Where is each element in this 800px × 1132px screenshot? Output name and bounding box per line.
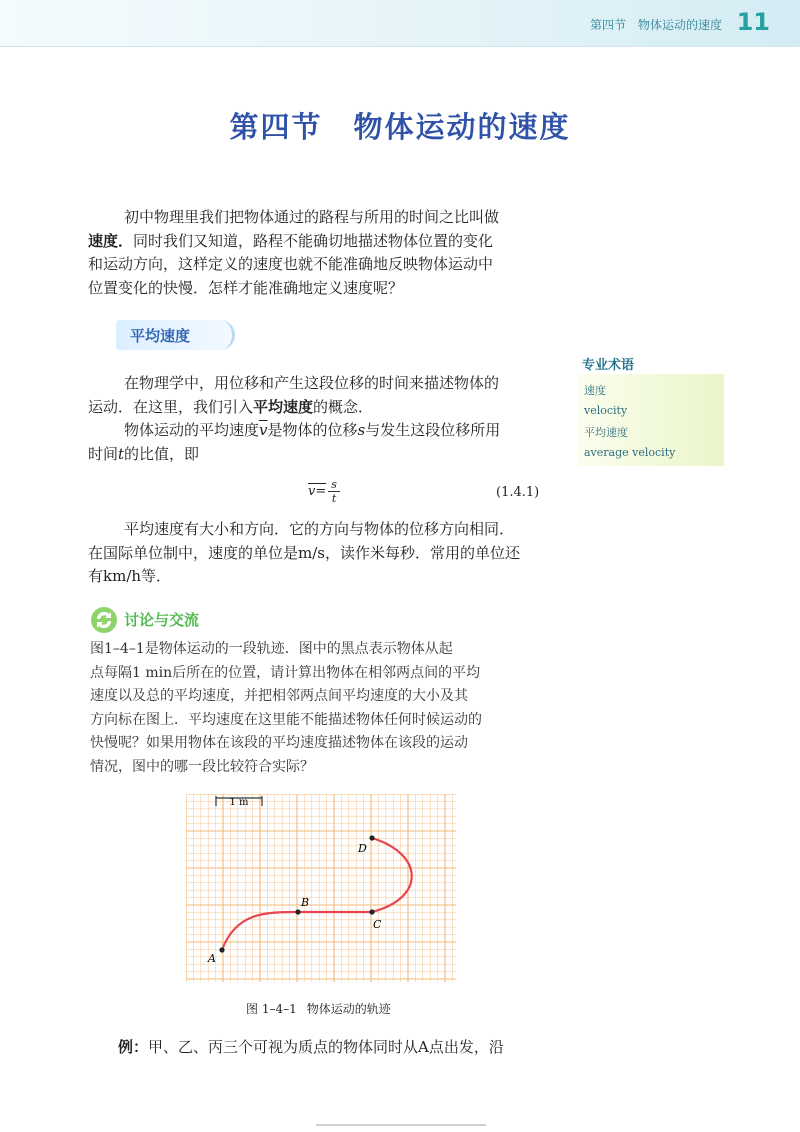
section-title: 第四节 物体运动的速度 [229, 110, 571, 144]
label-d: D [358, 842, 367, 855]
term-speed: 速度． [88, 231, 134, 250]
direction-paragraph [88, 518, 550, 589]
sidebar-term-3: 平均速度 [584, 426, 628, 439]
scale-label: 1 m [229, 797, 249, 808]
sidebar-term-4: average velocity [584, 446, 676, 459]
formula-denominator: t [331, 492, 337, 505]
discussion-label: 讨论与交流 [124, 611, 200, 629]
point-d [369, 835, 374, 840]
label-c: C [373, 918, 382, 931]
var-s: s [357, 421, 366, 439]
page-header [0, 0, 800, 47]
discussion-line-6: 情况，图中的哪一段比较符合实际？ [90, 758, 314, 775]
direction-line-1: 平均速度有大小和方向．它的方向与物体的位移方向相同． [124, 520, 515, 538]
footer-rule [316, 1124, 486, 1126]
avg-line-1: 在物理学中，用位移和产生这段位移的时间来描述物体的 [124, 374, 500, 392]
term-average-speed: 平均速度 [253, 397, 314, 416]
avg-line-4: 时间t的比值，即 [88, 444, 200, 463]
figure-caption [246, 1000, 401, 1017]
sidebar-term-1: 速度 [584, 384, 606, 397]
direction-line-3: 有km/h等． [88, 567, 172, 585]
discussion-paragraph [90, 638, 548, 779]
formula-average-velocity [308, 478, 340, 505]
sidebar-term-2: velocity [584, 404, 628, 417]
discussion-line-1: 图1–4–1是物体运动的一段轨迹．图中的黑点表示物体从起 [90, 641, 453, 657]
equation-number: (1.4.1) [496, 485, 540, 500]
sidebar-title: 专业术语 [582, 358, 635, 373]
var-t: t [118, 444, 125, 463]
intro-paragraph [88, 206, 550, 300]
label-b: B [301, 896, 310, 909]
discussion-refresh-icon [88, 604, 120, 636]
formula-numerator: s [328, 478, 340, 492]
example-paragraph [88, 1036, 550, 1060]
discussion-line-5: 快慢呢？如果用物体在该段的平均速度描述物体在该段的运动 [90, 735, 468, 751]
point-a [219, 947, 224, 952]
discussion-line-3: 速度以及总的平均速度，并把相邻两点间平均速度的大小及其 [90, 688, 468, 704]
page-number: 11 [736, 8, 770, 36]
trajectory-figure [186, 794, 456, 982]
point-c [369, 909, 374, 914]
intro-line-2: 速度．同时我们又知道，路程不能确切地描述物体位置的变化 [88, 231, 494, 250]
example-line [88, 1036, 550, 1060]
discussion-line-4: 方向标在图上．平均速度在这里能不能描述物体任何时候运动的 [90, 711, 482, 728]
formula-lhs: v= [308, 484, 327, 499]
example-text: 甲、乙、丙三个可视为质点的物体同时从A点出发，沿 [148, 1038, 504, 1056]
avg-line-3: 物体运动的平均速度$\overline{v}$是物体的位移s与发生这段位移所用 [124, 421, 501, 439]
header-section-title: 第四节 物体运动的速度 [589, 18, 722, 32]
avg-speed-paragraph [88, 372, 550, 466]
figure-caption-text: 物体运动的轨迹 [306, 1002, 391, 1016]
label-a: A [208, 952, 216, 965]
discussion-line-2: 点每隔1 min后所在的位置，请计算出物体在相邻两点间的平均 [90, 664, 481, 681]
intro-line-3: 和运动方向，这样定义的速度也就不能准确地反映物体运动中 [88, 255, 494, 273]
avg-line-2: 运动．在这里，我们引入平均速度的概念． [88, 397, 374, 416]
intro-line-1: 初中物理里我们把物体通过的路程与所用的时间之比叫做 [124, 208, 500, 226]
point-b [295, 909, 300, 914]
example-label: 例： [118, 1038, 149, 1056]
figure-caption-number: 图 1–4–1 [246, 1002, 297, 1016]
intro-line-4: 位置变化的快慢．怎样才能准确地定义速度呢？ [88, 278, 404, 297]
sidebar-terms [578, 374, 724, 466]
formula-fraction [328, 478, 340, 505]
subheading-label: 平均速度 [130, 327, 191, 345]
var-v: $\overline{v}$ [259, 421, 268, 439]
direction-line-2: 在国际单位制中，速度的单位是m/s，读作米每秒．常用的单位还 [88, 543, 520, 562]
subheading-average-speed [116, 320, 235, 350]
